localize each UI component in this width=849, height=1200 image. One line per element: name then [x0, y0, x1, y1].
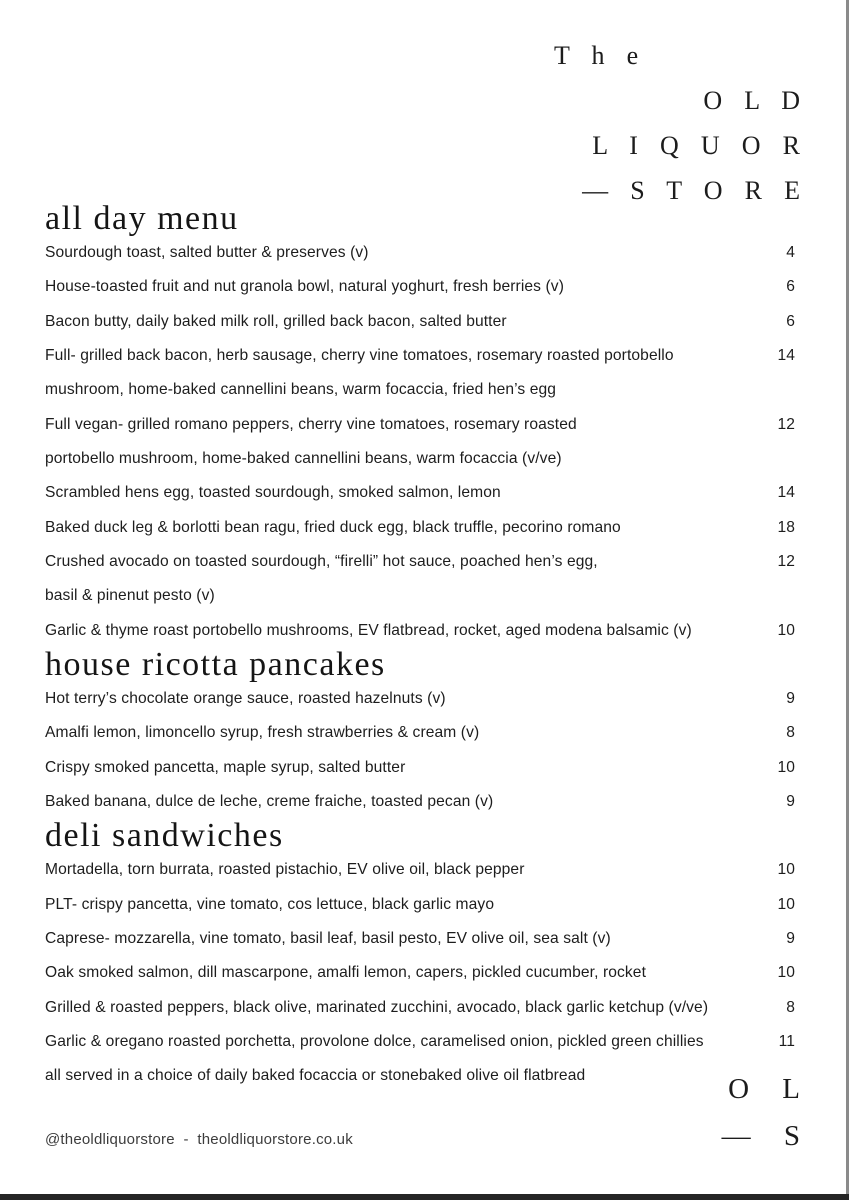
item-description: Baked banana, dulce de leche, creme fraiche, toasted pecan (v)	[45, 792, 494, 810]
menu-item	[45, 991, 795, 1025]
item-description: basil & pinenut pesto (v)	[45, 587, 215, 605]
page-edge-bottom	[0, 1194, 849, 1200]
item-description: Amalfi lemon, limoncello syrup, fresh strawberries & cream (v)	[45, 724, 480, 742]
section-title: all day menu	[45, 200, 239, 237]
item-description: Bacon butty, daily baked milk roll, grilled back bacon, salted butter	[45, 312, 507, 330]
menu-item	[45, 236, 795, 270]
logo-line-liquor: L I Q U O R	[592, 131, 808, 160]
item-description: Mortadella, torn burrata, roasted pistachio, EV olive oil, black pepper	[45, 861, 525, 879]
menu-item	[45, 408, 795, 442]
item-description: Full- grilled back bacon, herb sausage, cherry vine tomatoes, rosemary roasted portobello	[45, 346, 674, 364]
menu-item	[45, 270, 795, 304]
brand-logo	[542, 33, 808, 213]
menu-item	[45, 888, 795, 922]
item-price: 10	[777, 758, 795, 776]
menu-item	[45, 305, 795, 339]
item-description: Garlic & thyme roast portobello mushrooms, EV flatbread, rocket, aged modena balsamic (v)	[45, 621, 692, 639]
menu-item	[45, 476, 795, 510]
item-description: mushroom, home-baked cannellini beans, warm focaccia, fried hen’s egg	[45, 381, 557, 399]
item-price: 9	[786, 929, 795, 947]
item-description: Garlic & oregano roasted porchetta, provolone dolce, caramelised onion, pickled green chillies	[45, 1032, 704, 1050]
menu-sections	[45, 202, 795, 1094]
item-price: 9	[786, 689, 795, 707]
menu-item	[45, 751, 795, 785]
menu-item-continuation	[45, 442, 795, 476]
menu-section	[45, 645, 795, 819]
item-price: 6	[786, 278, 795, 296]
logo-line-store: — S T O R E	[582, 176, 808, 205]
item-price: 18	[777, 518, 795, 536]
menu-item	[45, 682, 795, 716]
menu-item	[45, 511, 795, 545]
item-price: 10	[777, 964, 795, 982]
menu-item-continuation	[45, 373, 795, 407]
logo-line-old: O L D	[703, 86, 808, 115]
item-price: 10	[777, 621, 795, 639]
item-price: 10	[777, 895, 795, 913]
item-description: PLT- crispy pancetta, vine tomato, cos lettuce, black garlic mayo	[45, 895, 495, 913]
item-price: 14	[777, 346, 795, 364]
menu-item	[45, 716, 795, 750]
item-price: 12	[777, 552, 795, 570]
section-title: house ricotta pancakes	[45, 645, 386, 683]
item-price: 9	[786, 792, 795, 810]
menu-item	[45, 785, 795, 819]
item-price: 10	[777, 861, 795, 879]
menu-item	[45, 853, 795, 887]
menu-item	[45, 956, 795, 990]
item-price: 8	[786, 998, 795, 1016]
section-note	[45, 1059, 795, 1093]
section-note-text: all served in a choice of daily baked focaccia or stonebaked olive oil flatbread	[45, 1067, 586, 1085]
footer-contact: @theoldliquorstore - theoldliquorstore.co.uk	[45, 1131, 353, 1148]
logo-fragment-line-1: O L	[728, 1073, 800, 1105]
item-description: House-toasted fruit and nut granola bowl, natural yoghurt, fresh berries (v)	[45, 278, 564, 296]
item-description: Crispy smoked pancetta, maple syrup, salted butter	[45, 758, 406, 776]
menu-item	[45, 339, 795, 373]
item-description: Sourdough toast, salted butter & preserves (v)	[45, 244, 369, 261]
menu-section	[45, 202, 795, 648]
item-price: 6	[786, 312, 795, 330]
menu-item	[45, 614, 795, 648]
item-description: Crushed avocado on toasted sourdough, “firelli” hot sauce, poached hen’s egg,	[45, 552, 598, 570]
item-price: 11	[778, 1032, 795, 1050]
item-price: 12	[777, 415, 795, 433]
menu-section	[45, 819, 795, 1093]
logo-fragment-line-2: — S	[721, 1120, 800, 1152]
item-description: Caprese- mozzarella, vine tomato, basil leaf, basil pesto, EV olive oil, sea salt (v)	[45, 929, 611, 947]
logo-line-the: T h e	[554, 41, 646, 70]
menu-item	[45, 1025, 795, 1059]
section-title: deli sandwiches	[45, 817, 284, 855]
item-price: 8	[786, 724, 795, 742]
item-price: 4	[786, 244, 795, 261]
menu-item	[45, 922, 795, 956]
item-description: Scrambled hens egg, toasted sourdough, smoked salmon, lemon	[45, 484, 501, 502]
item-description: Oak smoked salmon, dill mascarpone, amalfi lemon, capers, pickled cucumber, rocket	[45, 964, 647, 982]
item-description: Full vegan- grilled romano peppers, cherry vine tomatoes, rosemary roasted	[45, 415, 577, 433]
item-description: portobello mushroom, home-baked cannellini beans, warm focaccia (v/ve)	[45, 449, 562, 467]
item-description: Grilled & roasted peppers, black olive, marinated zucchini, avocado, black garlic ketchup (v/ve)	[45, 998, 709, 1016]
item-price: 14	[777, 484, 795, 502]
menu-item	[45, 545, 795, 579]
menu-item-continuation	[45, 579, 795, 613]
brand-logo-fragment	[722, 1066, 800, 1160]
item-description: Hot terry’s chocolate orange sauce, roasted hazelnuts (v)	[45, 689, 446, 707]
item-description: Baked duck leg & borlotti bean ragu, fried duck egg, black truffle, pecorino romano	[45, 518, 621, 536]
